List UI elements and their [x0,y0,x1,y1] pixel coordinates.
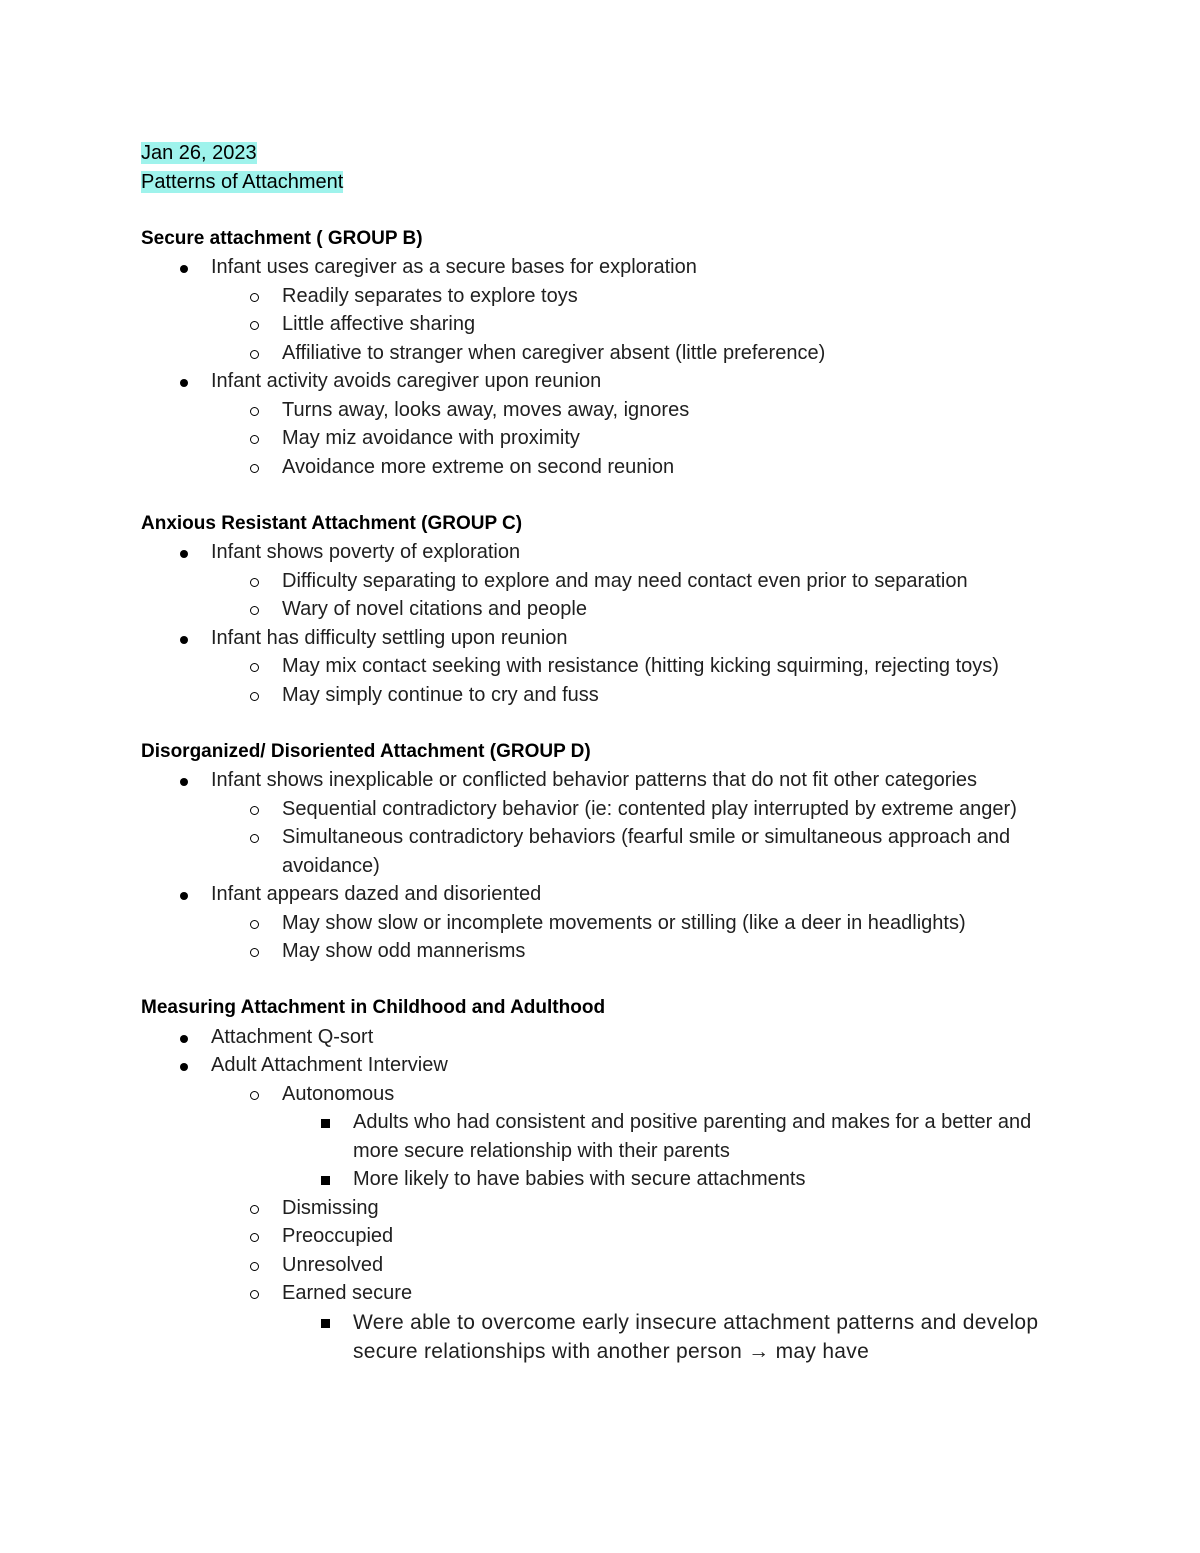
bullet-icon [180,550,188,558]
list-item [141,1165,1061,1194]
document-content [141,139,1061,1367]
circle-bullet-icon [250,1233,259,1242]
bullet-list [141,766,1061,795]
list-item [141,652,1061,681]
list-item-text: Infant appears dazed and disoriented [211,883,542,905]
sub-bullet-list [141,282,1061,368]
list-item-text: Little affective sharing [282,313,476,335]
sub-bullet-list [141,909,1061,966]
circle-bullet-icon [250,407,259,416]
list-item [141,1194,1061,1223]
list-item [141,937,1061,966]
bullet-icon [180,265,188,273]
list-item [141,595,1061,624]
section-heading-measuring: Measuring Attachment in Childhood and Adulthood [141,997,606,1018]
list-item-text: Autonomous [282,1082,395,1105]
list-item-text: Attachment Q-sort [211,1025,374,1048]
circle-bullet-icon [250,663,259,672]
list-item [141,909,1061,938]
bullet-icon [180,636,188,644]
circle-bullet-icon [250,692,259,701]
list-item [141,1279,1061,1308]
circle-bullet-icon [250,1205,259,1214]
sub-bullet-list [141,567,1061,624]
list-item [141,567,1061,596]
list-item [141,681,1061,710]
list-item-text: More likely to have babies with secure attachments [353,1168,806,1190]
list-item [141,1251,1061,1280]
circle-bullet-icon [250,578,259,587]
sub-bullet-list [141,795,1061,881]
list-item-text: Readily separates to explore toys [282,284,578,307]
list-item-text: Infant has difficulty settling upon reunion [211,626,568,649]
list-item-text: Infant uses caregiver as a secure bases for exploration [211,256,697,278]
list-item-text: Adults who had consistent and positive parenting and makes for a better and more secure relationship with their parents [353,1111,1032,1162]
list-item [141,795,1061,824]
circle-bullet-icon [250,435,259,444]
bullet-list [141,253,1061,282]
date-line [141,139,1061,168]
spacer [141,481,1061,510]
bullet-icon [180,1063,188,1071]
list-item-text: Affiliative to stranger when caregiver absent (little preference) [282,341,826,364]
circle-bullet-icon [250,806,259,815]
list-item [141,282,1061,311]
circle-bullet-icon [250,293,259,302]
title-line [141,168,1061,197]
list-item [141,766,1061,795]
bullet-icon [180,1035,188,1043]
list-item-text: Infant shows poverty of exploration [211,541,521,563]
bullet-list [141,880,1061,909]
circle-bullet-icon [250,1091,259,1100]
sub-bullet-list [141,1080,1061,1109]
list-item-text: Infant shows inexplicable or conflicted behavior patterns that do not fit other categories [211,769,978,791]
circle-bullet-icon [250,920,259,929]
list-item [141,538,1061,567]
circle-bullet-icon [250,834,259,843]
list-item-text: Infant activity avoids caregiver upon reunion [211,370,602,392]
list-item-text: Earned secure [282,1282,413,1304]
circle-bullet-icon [250,350,259,359]
spacer [141,196,1061,225]
list-item [141,1080,1061,1109]
section-heading-anxious: Anxious Resistant Attachment (GROUP C) [141,512,523,534]
list-item [141,1222,1061,1251]
bullet-list [141,624,1061,653]
list-item-text: May show odd mannerisms [282,940,526,962]
list-item-text: Wary of novel citations and people [282,598,587,620]
square-bullet-icon [321,1119,330,1128]
sub-bullet-list [141,396,1061,482]
list-item [141,1023,1061,1052]
list-item-text: Dismissing [282,1196,379,1219]
sub-sub-bullet-list [141,1308,1061,1367]
list-item [141,880,1061,909]
list-item [141,396,1061,425]
circle-bullet-icon [250,606,259,615]
list-item [141,424,1061,453]
list-item [141,367,1061,396]
circle-bullet-icon [250,1262,259,1271]
list-item-text: May miz avoidance with proximity [282,427,580,449]
list-item [141,1308,1061,1367]
list-item-text: Were able to overcome early insecure attachment patterns and develop secure relationships with another person → may have [353,1310,1039,1363]
list-item [141,624,1061,653]
spacer [141,966,1061,995]
list-item-text: Simultaneous contradictory behaviors (fearful smile or simultaneous approach and avoidance) [282,826,1011,877]
square-bullet-icon [321,1319,330,1328]
square-bullet-icon [321,1176,330,1185]
sub-bullet-list [141,652,1061,709]
list-item [141,1108,1061,1165]
bullet-list [141,367,1061,396]
circle-bullet-icon [250,464,259,473]
list-item-text: May mix contact seeking with resistance (hitting kicking squirming, rejecting toys) [282,655,999,677]
bullet-icon [180,892,188,900]
list-item-text: May show slow or incomplete movements or stilling (like a deer in headlights) [282,911,966,934]
date-text: Jan 26, 2023 [141,142,257,164]
list-item-text: Adult Attachment Interview [211,1054,448,1076]
list-item-text: Sequential contradictory behavior (ie: contented play interrupted by extreme anger) [282,797,1017,820]
list-item-text: Preoccupied [282,1225,394,1247]
sub-bullet-list [141,1194,1061,1308]
section-heading-secure: Secure attachment ( GROUP B) [141,227,423,249]
list-item [141,453,1061,482]
list-item [141,339,1061,368]
page-title: Patterns of Attachment [141,170,344,193]
list-item-text: Difficulty separating to explore and may need contact even prior to separation [282,569,968,592]
circle-bullet-icon [250,1290,259,1299]
list-item [141,823,1061,880]
list-item [141,1051,1061,1080]
list-item-text: May simply continue to cry and fuss [282,683,599,706]
circle-bullet-icon [250,321,259,330]
list-item-text: Avoidance more extreme on second reunion [282,455,675,478]
list-item-text: Turns away, looks away, moves away, ignores [282,398,690,421]
sub-sub-bullet-list [141,1108,1061,1194]
circle-bullet-icon [250,948,259,957]
bullet-list [141,538,1061,567]
spacer [141,709,1061,738]
list-item [141,310,1061,339]
list-item [141,253,1061,282]
list-item-text: Unresolved [282,1253,384,1276]
bullet-icon [180,379,188,387]
bullet-list [141,1023,1061,1080]
section-heading-disorganized: Disorganized/ Disoriented Attachment (GROUP D) [141,740,591,762]
bullet-icon [180,778,188,786]
